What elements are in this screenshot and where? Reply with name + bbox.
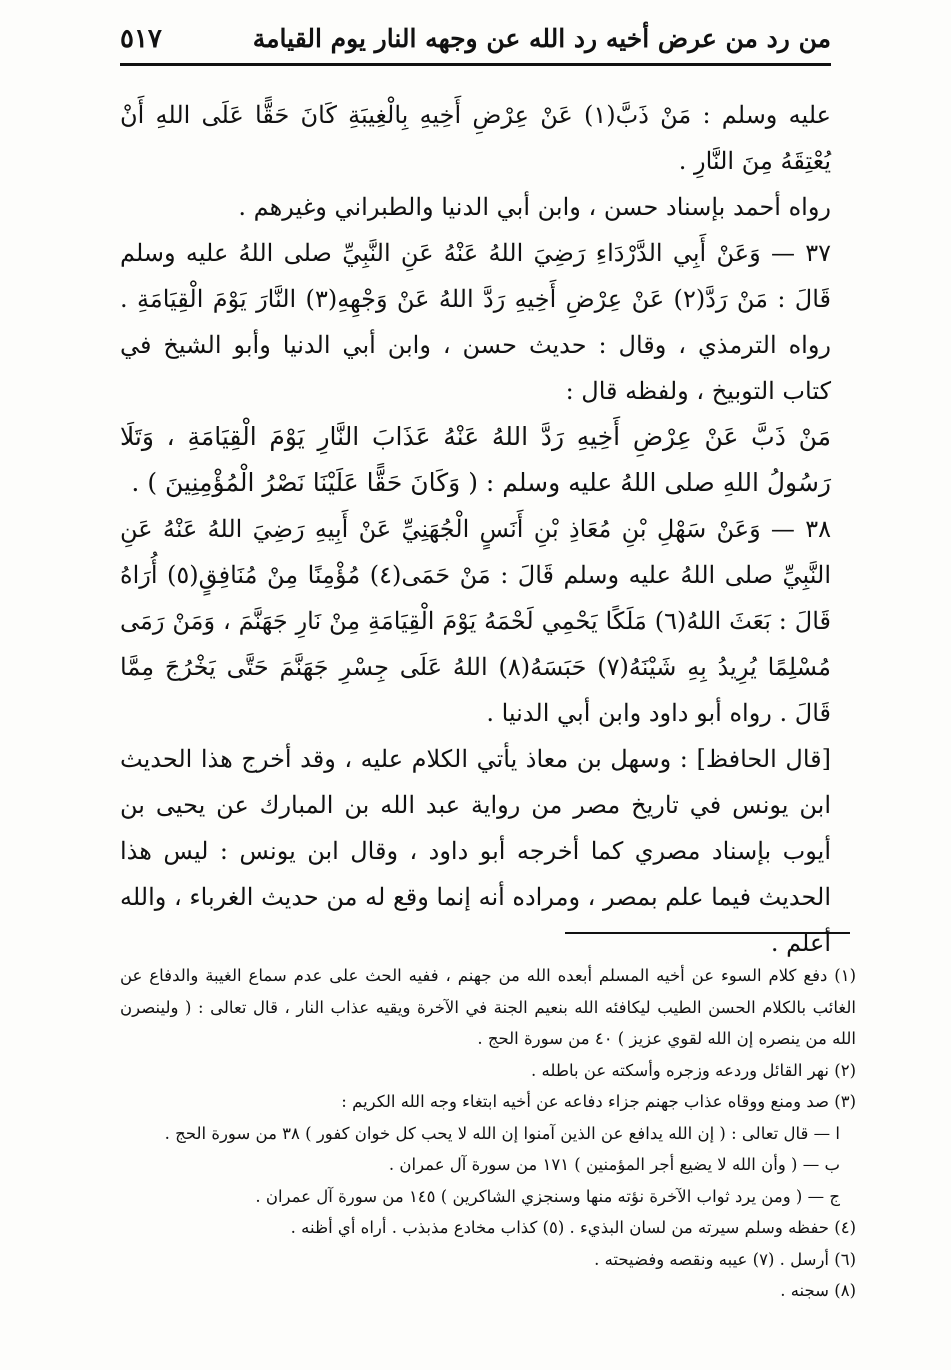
footnote-3-c: ج — ( ومن يرد ثواب الآخرة نؤته منها وسنجزي الشاكرين ) ١٤٥ من سورة آل عمران . (255, 1186, 840, 1206)
footnote-1: (١) دفع كلام السوء عن أخيه المسلم أبعده الله من جهنم ، ففيه الحث على عدم سماع الغيبة والدفاع عن الغائب بالكلام الحسن الطيب ليكافئه الله بنعيم الجنة في الآخرة ويقيه عذاب النار ، قال تعالى : ( ولينصرن الله من ينصره إن الله لقوي عزيز ) ٤٠ من سورة الحج . (120, 966, 856, 1048)
main-text (120, 92, 831, 966)
footnotes (120, 960, 856, 1307)
running-title: من رد من عرض أخيه رد الله عن وجهه النار يوم القيامة (252, 24, 831, 53)
page-number: ٥١٧ (120, 24, 162, 54)
footnote-8: (٨) سجنه . (780, 1281, 856, 1300)
paragraph-narration: رواه أحمد بإسناد حسن ، وابن أبي الدنيا والطبراني وغيرهم . (238, 193, 831, 221)
header-rule (120, 63, 831, 66)
footnote-4-5: (٤) حفظه وسلم سيرته من لسان البذيء . (٥) كذاب مخادع مذبذب . أراه أي أظنه . (290, 1218, 856, 1237)
footnote-3-a: ا — قال تعالى : ( إن الله يدافع عن الذين آمنوا إن الله لا يحب كل خوان كفور ) ٣٨ من سورة الحج . (164, 1123, 840, 1143)
paragraph-hadith-36-end: عليه وسلم : مَنْ ذَبَّ(١) عَنْ عِرْضِ أَخِيهِ بِالْغِيبَةِ كَانَ حَقًّا عَلَى اللهِ أَنْ يُعْتِقَهُ مِنَ النَّارِ . (120, 101, 831, 175)
page-header (120, 8, 831, 60)
footnote-3-b: ب — ( وأن الله لا يضيع أجر المؤمنين ) ١٧١ من سورة آل عمران . (388, 1155, 840, 1174)
footnote-3: (٣) صد ومنع ووقاه عذاب جهنم جزاء دفاعه عن أخيه ابتغاء وجه الله الكريم : (341, 1092, 856, 1111)
paragraph-hadith-37-wording: مَنْ ذَبَّ عَنْ عِرْضِ أَخِيهِ رَدَّ اللهُ عَنْهُ عَذَابَ النَّارِ يَوْمَ الْقِيَامَةِ ، وَتَلَا رَسُولُ اللهِ صلى اللهُ عليه وسلم : ( وَكَانَ حَقًّا عَلَيْنَا نَصْرُ الْمُؤْمِنِينَ ) . (120, 422, 831, 497)
paragraph-hadith-37: ٣٧ — وَعَنْ أَبِي الدَّرْدَاءِ رَضِيَ اللهُ عَنْهُ عَنِ النَّبِيِّ صلى اللهُ عليه وسلم قَالَ : مَنْ رَدَّ(٢) عَنْ عِرْضِ أَخِيهِ رَدَّ اللهُ عَنْ وَجْهِهِ(٣) النَّارَ يَوْمَ الْقِيَامَةِ . رواه الترمذي ، وقال : حديث حسن ، وابن أبي الدنيا وأبو الشيخ في كتاب التوبيخ ، ولفظه قال : (120, 239, 832, 405)
paragraph-hadith-38: ٣٨ — وَعَنْ سَهْلِ بْنِ مُعَاذِ بْنِ أَنَسٍ الْجُهَنِيِّ عَنْ أَبِيهِ رَضِيَ اللهُ عَنْهُ عَنِ النَّبِيِّ صلى اللهُ عليه وسلم قَالَ : مَنْ حَمَى(٤) مُؤْمِنًا مِنْ مُنَافِقٍ(٥) أُرَاهُ قَالَ : بَعَثَ اللهُ(٦) مَلَكًا يَحْمِي لَحْمَهُ يَوْمَ الْقِيَامَةِ مِنْ نَارِ جَهَنَّمَ ، وَمَنْ رَمَى مُسْلِمًا يُرِيدُ بِهِ شَيْنَهُ(٧) حَبَسَهُ(٨) اللهُ عَلَى جِسْرِ جَهَنَّمَ حَتَّى يَخْرُجَ مِمَّا قَالَ . رواه أبو داود وابن أبي الدنيا . (120, 515, 831, 727)
footnote-rule (565, 932, 850, 934)
footnote-6-7: (٦) أرسل . (٧) عيبه ونقصه وفضيحته . (594, 1249, 856, 1269)
paragraph-hafiz-comment: [قال الحافظ] : وسهل بن معاذ يأتي الكلام عليه ، وقد أخرج هذا الحديث ابن يونس في تاريخ مصر من رواية عبد الله بن المبارك عن يحيى بن أيوب بإسناد مصري كما أخرجه أبو داود ، وقال ابن يونس : ليس هذا الحديث فيما علم بمصر ، ومراده أنه إنما وقع له من حديث الغرباء ، والله أعلم . (119, 745, 832, 957)
footnote-2: (٢) نهر القائل وردعه وزجره وأسكته عن باطله . (531, 1060, 856, 1080)
